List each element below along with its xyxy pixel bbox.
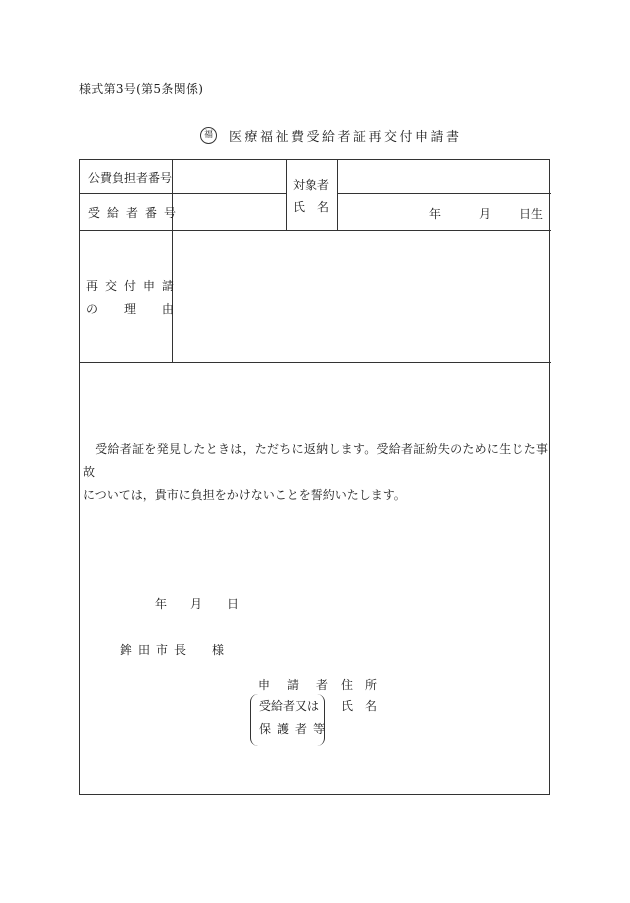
name-label: 氏名 xyxy=(293,200,342,214)
reason-label-line2: の理由 xyxy=(86,302,201,316)
recipient-number-label: 受給者番号 xyxy=(88,206,184,220)
birth-day: 日生 xyxy=(519,207,544,221)
applicant-label: 申請者 xyxy=(258,678,346,692)
addressee-city: 鉾田市長 xyxy=(120,643,193,657)
pledge-line-1: 受給者証を発見したときは，ただちに返納します。受給者証紛失のために生じた事故 xyxy=(83,442,548,479)
applicant-sub-1: 受給者又は xyxy=(259,699,320,713)
target-person-label: 対象者 xyxy=(293,178,330,192)
form-title-area xyxy=(200,124,462,146)
welfare-seal-icon: 福 xyxy=(200,127,217,144)
applicant-address-label: 住所 xyxy=(341,678,390,692)
date-year: 年 xyxy=(155,597,168,611)
birth-month: 月 xyxy=(479,207,492,221)
burden-number-label: 公費負担者番号 xyxy=(88,171,173,185)
birth-year: 年 xyxy=(429,207,442,221)
date-day: 日 xyxy=(227,597,240,611)
applicant-name-label: 氏名 xyxy=(341,699,390,713)
addressee-honorific: 様 xyxy=(212,643,225,657)
date-month: 月 xyxy=(190,597,203,611)
form-number: 様式第3号(第5条関係) xyxy=(79,82,204,96)
reason-label-line1: 再交付申請 xyxy=(86,279,182,293)
pledge-text xyxy=(83,438,548,507)
form-title: 医療福祉費受給者証再交付申請書 xyxy=(229,129,462,145)
applicant-sub-2: 保護者等 xyxy=(259,722,332,736)
pledge-line-2: については，貴市に負担をかけないことを誓約いたします。 xyxy=(83,488,406,502)
